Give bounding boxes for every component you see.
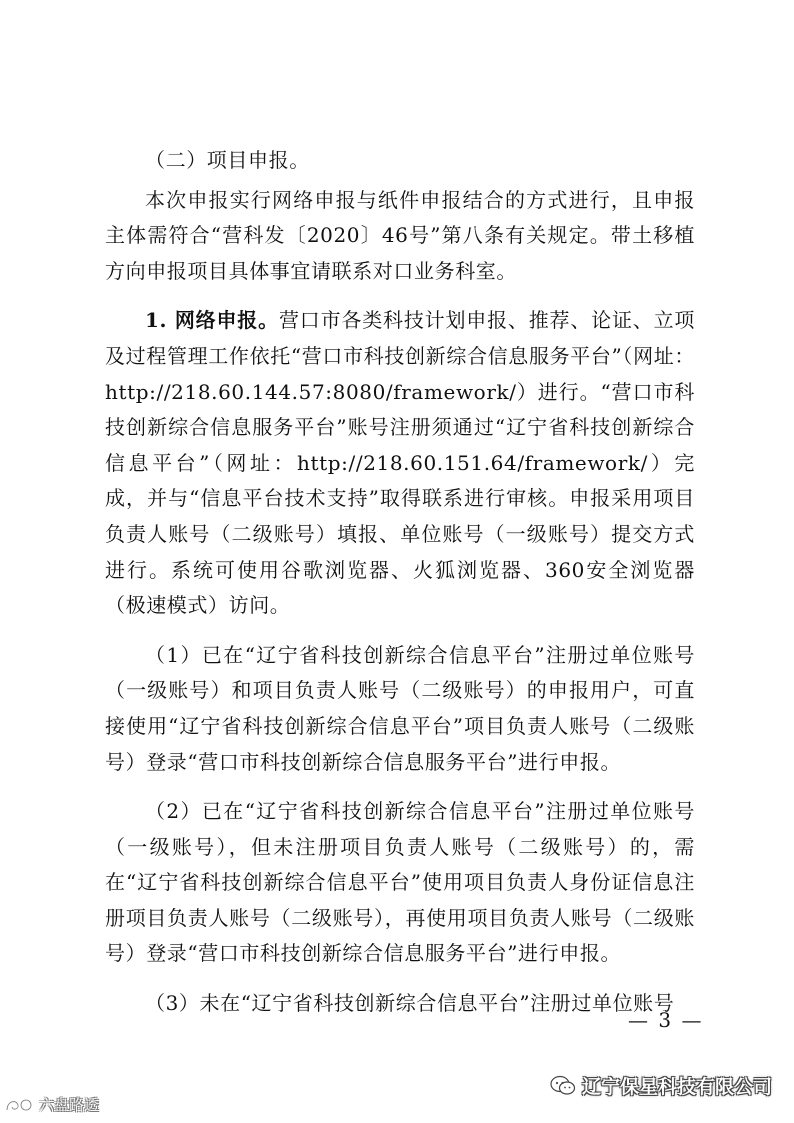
- page-number: — 3 —: [628, 1008, 704, 1032]
- item-2-paragraph: （2）已在“辽宁省科技创新综合信息平台”注册过单位账号（一级账号），但未注册项目负责人账号（二级账号）的，需在“辽宁省科技创新综合信息平台”使用项目负责人身份证信息注册项目负责人账号（二级账号），再使用项目负责人账号（二级账号）登录“营口市科技创新综合信息服务平台”进行申报。: [105, 799, 695, 966]
- wechat-watermark: [550, 1072, 772, 1099]
- intro-paragraph: 本次申报实行网络申报与纸件申报结合的方式进行，且申报主体需符合“营科发〔2020〕46号”第八条有关规定。带土移植方向申报项目具体事宜请联系对口业务科室。: [105, 187, 695, 283]
- document-body: [105, 143, 695, 1022]
- site-watermark: [4, 1094, 99, 1115]
- item-3-paragraph: （3）未在“辽宁省科技创新综合信息平台”注册过单位账号: [145, 991, 675, 1016]
- wechat-watermark-text: 辽宁保星科技有限公司: [581, 1076, 772, 1098]
- wechat-icon: [550, 1075, 576, 1097]
- network-application-body: 营口市各类科技计划申报、推荐、论证、立项及过程管理工作依托“营口市科技创新综合信息服务平台”（网址：http://218.60.144.57:8080/framework/）进行。“营口市科技创新综合信息服务平台”账号注册须通过“辽宁省科技创新综合信息平台”（网址：http://218.60.151.64/framework/）完成，并与“信息平台技术支持”取得联系进行审核。申报采用项目负责人账号（二级账号）填报、单位账号（一级账号）提交方式进行。系统可使用谷歌浏览器、火狐浏览器、360安全浏览器（极速模式）访问。: [105, 308, 695, 618]
- network-application-lead: 1. 网络申报。: [145, 308, 279, 333]
- network-application-paragraph: [105, 303, 695, 623]
- site-logo-icon: [4, 1096, 36, 1114]
- section-heading: （二）项目申报。: [145, 148, 310, 172]
- item-1-paragraph: （1）已在“辽宁省科技创新综合信息平台”注册过单位账号（一级账号）和项目负责人账号（二级账号）的申报用户，可直接使用“辽宁省科技创新综合信息平台”项目负责人账号（二级账号）登录“营口市科技创新综合信息服务平台”进行申报。: [105, 642, 695, 774]
- site-watermark-text: 六盘路透: [39, 1096, 100, 1114]
